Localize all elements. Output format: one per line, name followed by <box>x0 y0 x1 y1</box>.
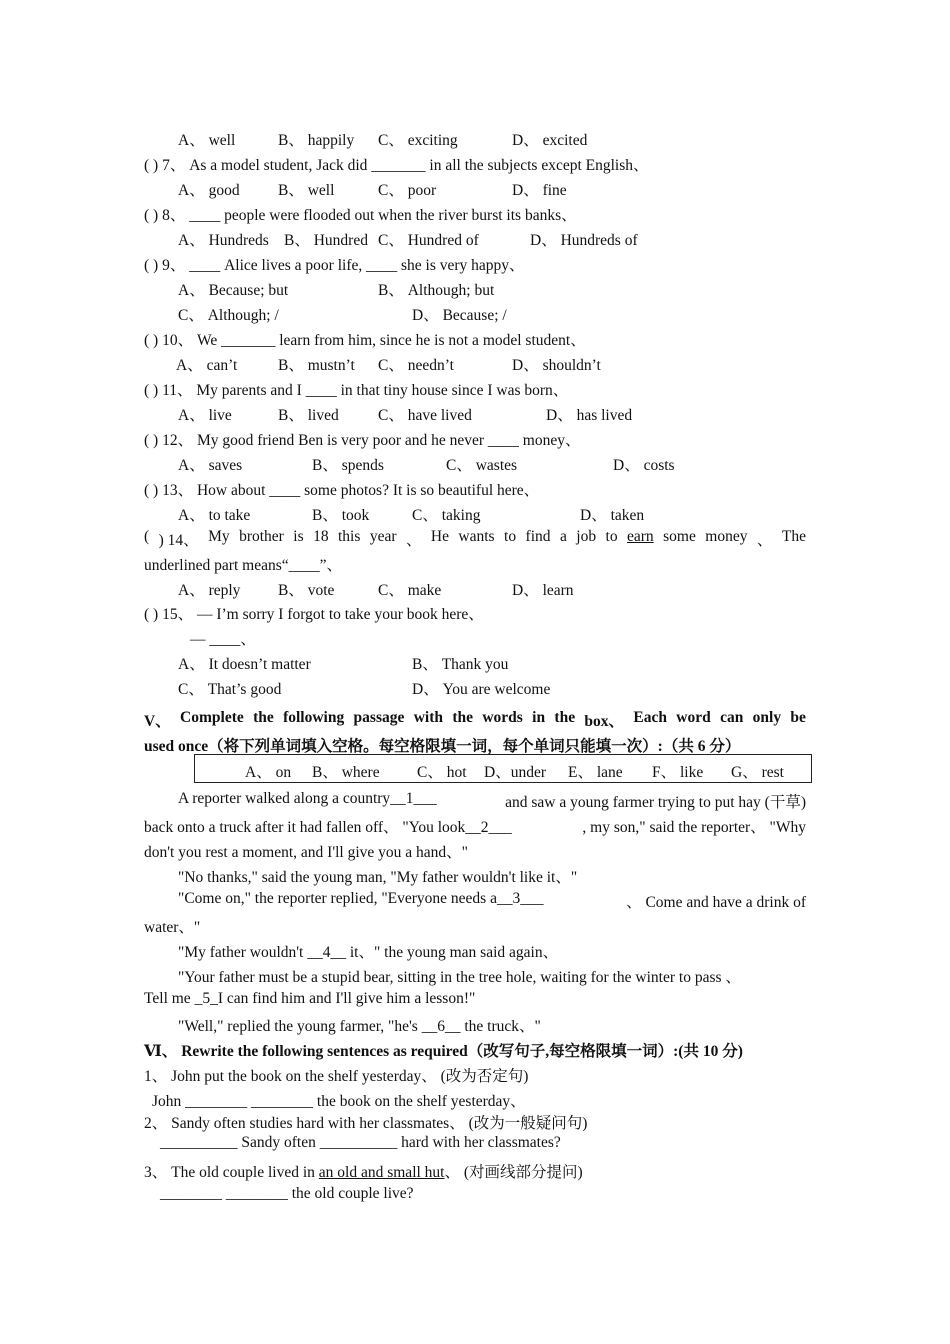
passage-p3-line1: "Come on," the reporter replied, "Everyone needs a__3___ 、 Come and have a drink of <box>178 890 806 911</box>
q12-option-b: B、 spends <box>312 457 384 474</box>
q12-stem: ( ) 12、 My good friend Ben is very poor and he never ____ money、 <box>144 432 581 449</box>
q6-option-a: A、 well <box>178 132 236 149</box>
section6-sentence-2: 2、 Sandy often studies hard with her classmates、 (改为一般疑问句) <box>144 1115 588 1132</box>
q14-option-a: A、 reply <box>178 582 241 599</box>
section6-answer-2[interactable]: __________ Sandy often __________ hard with her classmates? <box>160 1134 561 1151</box>
q7-option-d: D、 fine <box>512 182 567 199</box>
q10-option-a: A、 can’t <box>176 357 238 374</box>
q6-option-c: C、 exciting <box>378 132 458 149</box>
q13-option-c: C、 taking <box>412 507 481 524</box>
q6-option-d: D、 excited <box>512 132 588 149</box>
q15-option-a: A、 It doesn’t matter <box>178 656 311 673</box>
word-box-item-d: D、under <box>484 764 546 781</box>
q6-option-b: B、 happily <box>278 132 355 149</box>
q13-option-b: B、 took <box>312 507 370 524</box>
q9-stem: ( ) 9、 ____ Alice lives a poor life, ____ she is very happy、 <box>144 257 525 274</box>
word-box <box>194 754 812 783</box>
q8-stem: ( ) 8、 ____ people were flooded out when the river burst its banks、 <box>144 207 577 224</box>
section6-answer-3[interactable]: ________ ________ the old couple live? <box>160 1185 414 1202</box>
q10-option-b: B、 mustn’t <box>278 357 355 374</box>
section6-underlined-phrase: an old and small hut <box>318 1164 445 1181</box>
q8-option-d: D、 Hundreds of <box>530 232 638 249</box>
blank-6[interactable]: __6__ <box>421 1018 461 1035</box>
section6-title: Ⅵ、 Rewrite the following sentences as required（改写句子,每空格限填一词）:(共 10 分) <box>144 1043 743 1060</box>
q11-option-c: C、 have lived <box>378 407 472 424</box>
section5-title: V、 Complete the following passage with the words in the box、 Each word can only be <box>144 709 806 730</box>
q9-option-b: B、 Although; but <box>378 282 495 299</box>
passage-p5-line2: Tell me _5_I can find him and I'll give him a lesson!" <box>144 990 476 1007</box>
q15-option-c: C、 That’s good <box>178 681 282 698</box>
word-box-item-f: F、 like <box>652 764 704 781</box>
q9-option-c: C、 Although; / <box>178 307 279 324</box>
q9-option-d: D、 Because; / <box>412 307 507 324</box>
word-box-item-e: E、 lane <box>568 764 623 781</box>
q11-option-a: A、 live <box>178 407 232 424</box>
q11-stem: ( ) 11、 My parents and I ____ in that tiny house since I was born、 <box>144 382 569 399</box>
q12-option-d: D、 costs <box>613 457 675 474</box>
section6-sentence-3: 3、 The old couple lived in an old and small hut、 (对画线部分提问) <box>144 1164 583 1181</box>
blank-3[interactable]: __3___ <box>496 890 544 907</box>
q7-option-c: C、 poor <box>378 182 437 199</box>
q7-stem: ( ) 7、 As a model student, Jack did _______ in all the subjects except English、 <box>144 157 649 174</box>
word-box-item-b: B、 where <box>312 764 380 781</box>
q14-option-c: C、 make <box>378 582 442 599</box>
passage-p3-line2: water、" <box>144 919 201 936</box>
passage-p5-line1: "Your father must be a stupid bear, sitting in the tree hole, waiting for the winter to pass 、 <box>178 969 741 986</box>
passage-p6: "Well," replied the young farmer, "he's __6__ the truck、" <box>178 1018 541 1035</box>
q14-stem: ( ) 14、 My brother is 18 this year 、 He wants to find a job to earn some money 、 The <box>144 528 806 549</box>
q9-option-a: A、 Because; but <box>178 282 289 299</box>
q8-option-b: B、 Hundred <box>284 232 368 249</box>
q12-option-a: A、 saves <box>178 457 243 474</box>
q15-option-b: B、 Thank you <box>412 656 509 673</box>
passage-p4: "My father wouldn't __4__ it、" the young man said again、 <box>178 944 559 961</box>
blank-2[interactable]: __2___ <box>465 819 512 836</box>
section6-sentence-1: 1、 John put the book on the shelf yesterday、 (改为否定句) <box>144 1068 529 1085</box>
passage-p1-line2: back onto a truck after it had fallen off、 "You look__2___ , my son," said the reporter、 "Why <box>144 819 806 836</box>
q15-reply: — ____、 <box>190 631 256 648</box>
q14-option-b: B、 vote <box>278 582 335 599</box>
q8-option-a: A、 Hundreds <box>178 232 269 249</box>
section5-title-line2: used once（将下列单词填入空格。每空格限填一词，每个单词只能填一次）:（共 6 分） <box>144 738 741 755</box>
blank-1[interactable]: __1___ <box>390 790 437 807</box>
q7-option-b: B、 well <box>278 182 335 199</box>
word-box-item-g: G、 rest <box>731 764 784 781</box>
section6-answer-1[interactable]: John ________ ________ the book on the shelf yesterday、 <box>152 1093 526 1110</box>
q12-option-c: C、 wastes <box>446 457 518 474</box>
q13-stem: ( ) 13、 How about ____ some photos? It is so beautiful here、 <box>144 482 540 499</box>
q13-option-a: A、 to take <box>178 507 251 524</box>
word-box-item-a: A、 on <box>245 764 292 781</box>
q11-option-d: D、 has lived <box>546 407 633 424</box>
q7-option-a: A、 good <box>178 182 240 199</box>
q15-option-d: D、 You are welcome <box>412 681 551 698</box>
q14-underlined-word: earn <box>627 528 654 545</box>
q8-option-c: C、 Hundred of <box>378 232 479 249</box>
q10-option-d: D、 shouldn’t <box>512 357 601 374</box>
q15-stem: ( ) 15、 — I’m sorry I forgot to take your book here、 <box>144 606 484 623</box>
q14-option-d: D、 learn <box>512 582 574 599</box>
q11-option-b: B、 lived <box>278 407 339 424</box>
q10-option-c: C、 needn’t <box>378 357 454 374</box>
word-box-item-c: C、 hot <box>417 764 467 781</box>
blank-5[interactable]: _5_ <box>194 990 218 1007</box>
passage-p1-line1: A reporter walked along a country__1___ and saw a young farmer trying to put hay (干草) <box>178 790 806 811</box>
q10-stem: ( ) 10、 We _______ learn from him, since he is not a model student、 <box>144 332 586 349</box>
q13-option-d: D、 taken <box>580 507 645 524</box>
passage-p2: "No thanks," said the young man, "My father wouldn't like it、" <box>178 869 578 886</box>
blank-4[interactable]: __4__ <box>307 944 346 961</box>
passage-p1-line3: don't you rest a moment, and I'll give you a hand、" <box>144 844 469 861</box>
q14-stem-line2: underlined part means“____”、 <box>144 557 342 574</box>
